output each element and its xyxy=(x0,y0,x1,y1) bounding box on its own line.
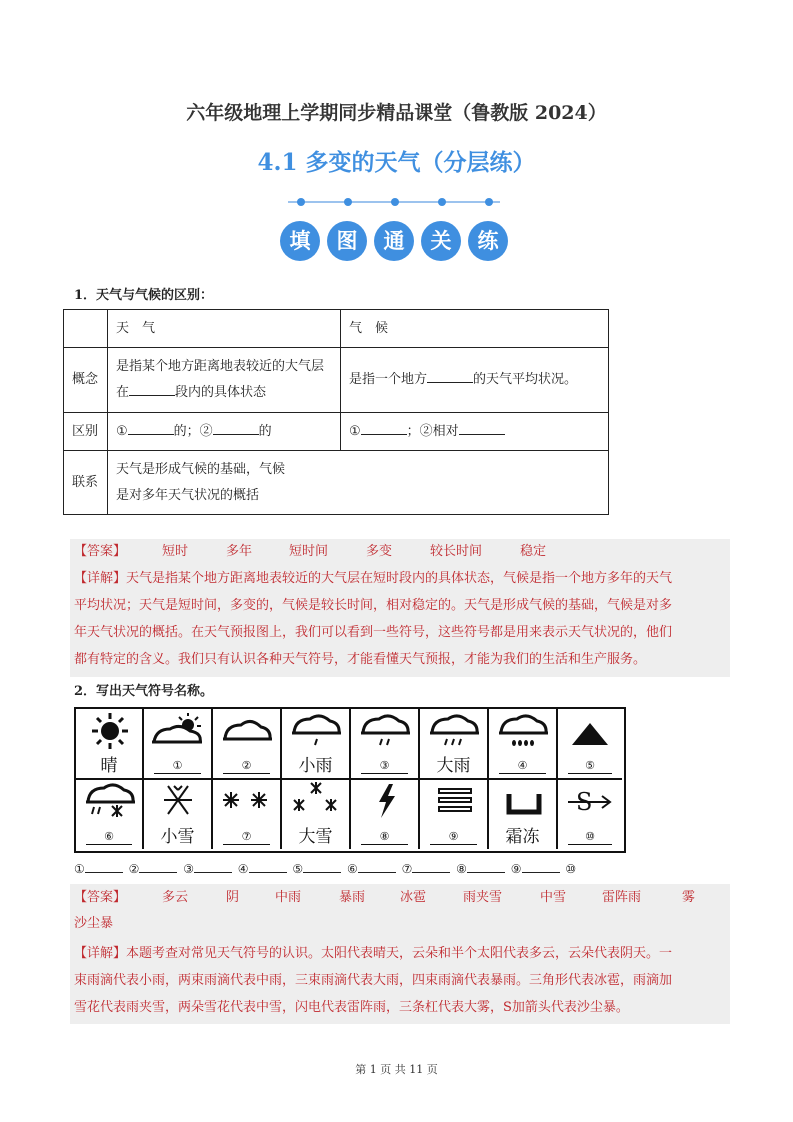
hail-icon xyxy=(558,709,622,757)
blank[interactable] xyxy=(139,862,177,873)
blank[interactable] xyxy=(412,862,450,873)
answer-value: 阴 xyxy=(226,890,240,905)
question-2-heading: 2．写出天气符号名称。 xyxy=(74,684,214,699)
blank[interactable] xyxy=(358,862,396,873)
answer-value: 多年 xyxy=(226,544,253,559)
symbol-cell xyxy=(282,709,351,780)
blank[interactable] xyxy=(467,862,505,873)
concept-climate: 是指一个地方 的天气平均状况。 xyxy=(341,348,609,413)
symbol-blank[interactable]: ③ xyxy=(361,759,408,774)
blank[interactable] xyxy=(459,420,505,435)
thunderstorm-icon xyxy=(351,780,420,828)
concept-weather: 是指某个地方距离地表较近的大气层 在 段内的具体状态 xyxy=(108,348,341,413)
sandstorm-icon xyxy=(558,780,622,828)
svg-text:S: S xyxy=(576,788,593,816)
blank[interactable] xyxy=(85,862,123,873)
col-weather: 天 气 xyxy=(108,310,341,348)
symbol-cell xyxy=(351,780,420,849)
answer-value: 冰雹 xyxy=(400,890,427,905)
blank[interactable] xyxy=(249,862,287,873)
answer-blanks-line: ① ② ③ ④ ⑤ ⑥ ⑦ ⑧ ⑨ ⑩ xyxy=(74,862,577,876)
rainstorm-icon xyxy=(489,709,558,757)
symbol-cell xyxy=(420,780,489,849)
link-text: 天气是形成气候的基础，气候 是对多年天气状况的概括 xyxy=(108,451,609,515)
sleet-icon xyxy=(76,780,144,828)
symbol-cell xyxy=(213,709,282,780)
symbol-cell xyxy=(76,709,144,780)
symbol-cell xyxy=(144,709,213,780)
diff-weather: ① 的；② 的 xyxy=(108,413,341,451)
symbol-blank[interactable]: ① xyxy=(154,759,201,774)
symbol-cell xyxy=(351,709,420,780)
answer-value: 雷阵雨 xyxy=(602,890,642,905)
decorative-dot xyxy=(344,198,352,206)
moderate-rain-icon xyxy=(351,709,420,757)
decorative-dot xyxy=(438,198,446,206)
symbol-caption: 晴 xyxy=(100,756,118,776)
badge-guan: 关 xyxy=(421,221,461,261)
overcast-icon xyxy=(213,709,282,757)
answer-label: 【答案】 xyxy=(74,890,127,905)
answer-value: 多变 xyxy=(366,544,393,559)
answer-value: 稳定 xyxy=(520,544,547,559)
answer-box-1 xyxy=(70,539,730,677)
blank[interactable] xyxy=(128,420,174,435)
symbol-cell xyxy=(558,709,622,780)
blank[interactable] xyxy=(213,420,259,435)
answer-value: 雾 xyxy=(682,890,696,905)
blank[interactable] xyxy=(194,862,232,873)
row-concept: 概念 xyxy=(64,348,108,413)
symbol-caption: 小雪 xyxy=(160,827,195,847)
symbol-blank[interactable]: ⑤ xyxy=(568,759,612,774)
frost-icon xyxy=(489,780,558,828)
symbol-blank[interactable]: ⑦ xyxy=(223,830,270,845)
badge-tong: 通 xyxy=(374,221,414,261)
answer-value: 暴雨 xyxy=(339,890,366,905)
blank[interactable] xyxy=(303,862,341,873)
symbol-blank[interactable]: ④ xyxy=(499,759,546,774)
blank[interactable] xyxy=(129,381,175,396)
symbol-cell xyxy=(282,780,351,849)
symbol-cell xyxy=(558,780,622,849)
answer-value: 短时 xyxy=(162,544,189,559)
detail-text: 【详解】天气是指某个地方距离地表较近的大气层在短时段内的具体状态，气候是指一个地方多年的天气 平均状况；天气是短时间，多变的，气候是较长时间，相对稳定的。天气是形成气候的基础，气候是对多 年天气状况的概括。在天气预报图上，我们可以看到一些符号，这些符号都是用来表示天气状况的，他们 都有特定的含义。我们只有认识各种天气符号，才能看懂天气预报，才能为我们的生活和生产服务。 xyxy=(74,571,673,667)
row-link: 联系 xyxy=(64,451,108,515)
moderate-snow-icon xyxy=(213,780,282,828)
symbol-blank[interactable]: ⑩ xyxy=(568,830,612,845)
answer-value: 中雪 xyxy=(540,890,567,905)
heavy-snow-icon xyxy=(282,780,351,828)
answer-value: 中雨 xyxy=(275,890,302,905)
fog-icon xyxy=(420,780,489,828)
symbol-blank[interactable]: ② xyxy=(223,759,270,774)
symbol-cell xyxy=(144,780,213,849)
weather-symbol-grid xyxy=(74,707,626,853)
answer-value: 多云 xyxy=(162,890,189,905)
blank[interactable] xyxy=(361,420,407,435)
symbol-caption: 霜冻 xyxy=(505,827,540,847)
symbol-caption: 大雪 xyxy=(298,827,333,847)
blank[interactable] xyxy=(427,368,473,383)
detail-text: 【详解】本题考查对常见天气符号的认识。太阳代表晴天，云朵和半个太阳代表多云，云朵代表阴天。一 束雨滴代表小雨，两束雨滴代表中雨，三束雨滴代表大雨，四束雨滴代表暴雨。三角形代表冰雹，雨滴加 雪花代表雨夹雪，两朵雪花代表中雪，闪电代表雷阵雨，三条杠代表大雾，S加箭头代表沙尘暴。 xyxy=(74,946,673,1015)
row-diff: 区别 xyxy=(64,413,108,451)
diff-climate: ① ；②相对 xyxy=(341,413,609,451)
symbol-cell xyxy=(420,709,489,780)
blank[interactable] xyxy=(522,862,560,873)
badge-tian: 填 xyxy=(280,221,320,261)
decorative-dot xyxy=(297,198,305,206)
symbol-cell xyxy=(76,780,144,849)
answer-box-2 xyxy=(70,884,730,1024)
decorative-dot xyxy=(391,198,399,206)
badge-lian: 练 xyxy=(468,221,508,261)
symbol-caption: 小雨 xyxy=(298,756,333,776)
question-1-heading: 1．天气与气候的区别： xyxy=(74,288,214,303)
weather-climate-table xyxy=(63,309,609,515)
badge-tu: 图 xyxy=(327,221,367,261)
symbol-blank[interactable]: ⑥ xyxy=(86,830,132,845)
decorative-dot xyxy=(485,198,493,206)
symbol-cell xyxy=(489,709,558,780)
sun-icon xyxy=(76,709,144,757)
answer-row: 【答案】 xyxy=(74,544,127,559)
course-title: 六年级地理上学期同步精品课堂（鲁教版 2024） xyxy=(186,102,607,124)
heavy-rain-icon xyxy=(420,709,489,757)
symbol-caption: 大雨 xyxy=(436,756,471,776)
answer-value: 短时间 xyxy=(289,544,329,559)
symbol-cell xyxy=(213,780,282,849)
lesson-title: 4.1 多变的天气（分层练） xyxy=(257,149,536,176)
symbol-blank[interactable]: ⑨ xyxy=(430,830,477,845)
answer-value: 沙尘暴 xyxy=(74,916,114,931)
light-rain-icon xyxy=(282,709,351,757)
answer-value: 较长时间 xyxy=(430,544,483,559)
col-climate: 气 候 xyxy=(341,310,609,348)
light-snow-icon xyxy=(144,780,213,828)
page-footer: 第 1 页 共 11 页 xyxy=(355,1063,438,1076)
symbol-blank[interactable]: ⑧ xyxy=(361,830,408,845)
symbol-cell xyxy=(489,780,558,849)
answer-value: 雨夹雪 xyxy=(463,890,503,905)
partly-cloudy-icon xyxy=(144,709,213,757)
